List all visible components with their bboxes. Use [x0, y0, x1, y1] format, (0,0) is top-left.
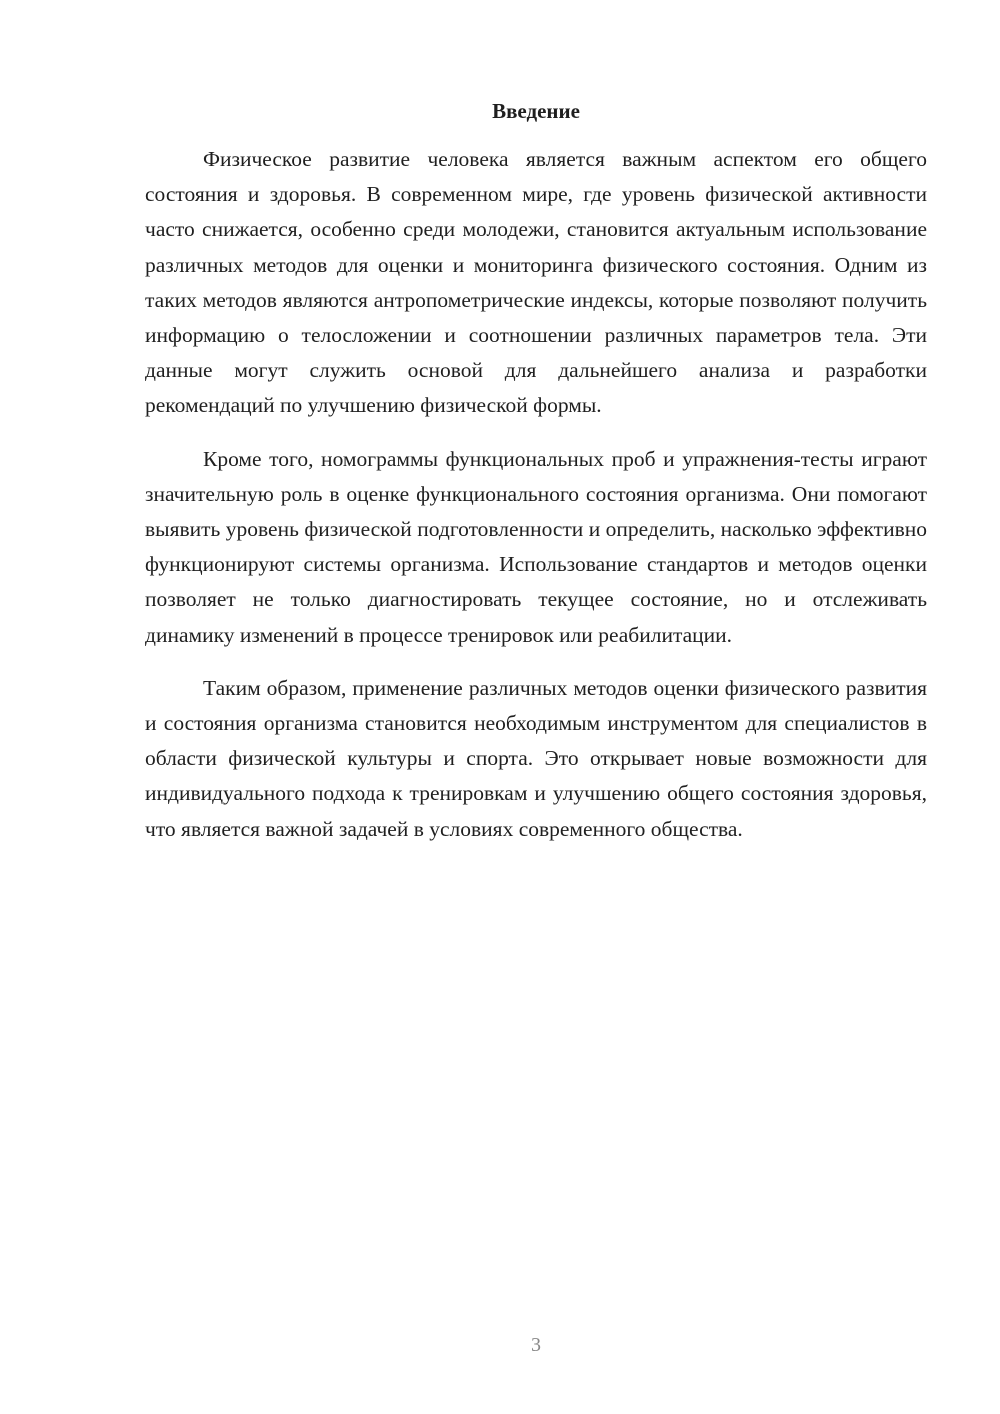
- body-text: [145, 142, 927, 865]
- page-number: 3: [531, 1334, 541, 1356]
- paragraph-2: Кроме того, номограммы функциональных проб и упражнения-тесты играют значительную роль в оценке функционального состояния организма. Они помогают выявить уровень физической подготовленности и определить, насколько эффективно функционируют системы организма. Использование стандартов и методов оценки позволяет не только диагностировать текущее состояние, но и отслеживать динамику изменений в процессе тренировок или реабилитации.: [145, 446, 927, 647]
- section-heading: Введение: [492, 99, 580, 123]
- paragraph-3: Таким образом, применение различных методов оценки физического развития и состояния организма становится необходимым инструментом для специалистов в области физической культуры и спорта. Это открывает новые возможности для индивидуального подхода к тренировкам и улучшению общего состояния здоровья, что является важной задачей в условиях современного общества.: [145, 675, 927, 841]
- paragraph-1: Физическое развитие человека является важным аспектом его общего состояния и здоровья. В современном мире, где уровень физической активности часто снижается, особенно среди молодежи, становится актуальным использование различных методов для оценки и мониторинга физического состояния. Одним из таких методов являются антропометрические индексы, которые позволяют получить информацию о телосложении и соотношении различных параметров тела. Эти данные могут служить основой для дальнейшего анализа и разработки рекомендаций по улучшению физической формы.: [145, 147, 927, 418]
